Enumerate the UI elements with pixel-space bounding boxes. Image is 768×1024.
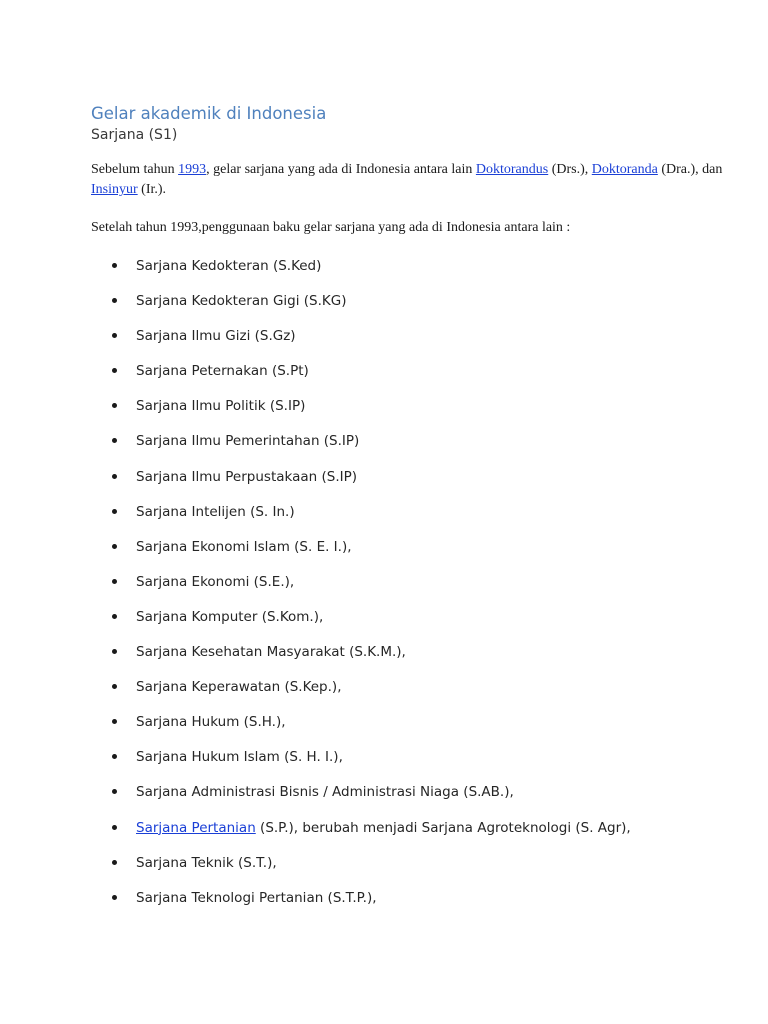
list-item: [91, 606, 711, 641]
bullet-icon: [112, 403, 117, 408]
list-item: [91, 395, 711, 430]
list-item: [91, 466, 711, 501]
list-item: [91, 676, 711, 711]
list-item: [91, 501, 711, 536]
degree-label: Sarjana Kedokteran (S.Ked): [136, 258, 322, 274]
degree-label: Sarjana Administrasi Bisnis / Administrasi Niaga (S.AB.),: [136, 784, 514, 801]
bullet-icon: [112, 860, 117, 865]
list-item: [91, 255, 711, 290]
list-item: [91, 290, 711, 325]
bullet-icon: [112, 438, 117, 443]
bullet-icon: [112, 895, 117, 900]
bullet-icon: [112, 684, 117, 689]
bullet-icon: [112, 614, 117, 619]
link-doktorandus[interactable]: Doktorandus: [475, 162, 549, 177]
link-sarjana-pertanian[interactable]: Sarjana Pertanian: [136, 819, 256, 836]
degree-label: Sarjana Ekonomi Islam (S. E. I.),: [136, 538, 352, 555]
bullet-icon: [112, 298, 117, 303]
list-item: [91, 711, 711, 746]
bullet-icon: [112, 789, 117, 794]
degree-label: Sarjana Ilmu Pemerintahan (S.IP): [136, 433, 360, 450]
list-item: [91, 430, 711, 465]
degree-label-rest: (S.P.), berubah menjadi Sarjana Agroteknologi (S. Agr),: [255, 819, 631, 836]
para1-text-e: (Ir.).: [137, 182, 167, 197]
degree-label: Sarjana Ilmu Gizi (S.Gz): [136, 328, 296, 345]
degree-label: Sarjana Keperawatan (S.Kep.),: [136, 679, 342, 696]
page-subtitle: Sarjana (S1): [91, 127, 178, 143]
bullet-icon: [112, 754, 117, 759]
link-insinyur[interactable]: Insinyur: [91, 182, 138, 197]
degree-label: Sarjana Intelijen (S. In.): [136, 503, 295, 520]
para1-text-a: Sebelum tahun: [91, 162, 179, 177]
list-item: [91, 325, 711, 360]
degree-label: Sarjana Komputer (S.Kom.),: [136, 608, 324, 625]
para1-text-d: (Dra.), dan: [657, 162, 723, 177]
bullet-icon: [112, 719, 117, 724]
bullet-icon: [112, 825, 117, 830]
list-item: [91, 781, 711, 816]
list-item: [91, 641, 711, 676]
bullet-icon: [112, 474, 117, 479]
bullet-icon: [112, 263, 117, 268]
degree-label: Sarjana Hukum Islam (S. H. I.),: [136, 749, 343, 766]
degree-label: Sarjana Ekonomi (S.E.),: [136, 573, 295, 590]
degree-label: Sarjana Teknologi Pertanian (S.T.P.),: [136, 889, 377, 906]
bullet-icon: [112, 579, 117, 584]
degree-label: Sarjana Ilmu Perpustakaan (S.IP): [136, 468, 357, 485]
list-item-pertanian: [91, 817, 711, 852]
list-item: [91, 887, 711, 922]
list-item: [91, 571, 711, 606]
intro-paragraph: [91, 160, 731, 200]
link-doktoranda[interactable]: Doktoranda: [591, 162, 658, 177]
bullet-icon: [112, 509, 117, 514]
list-item: [91, 746, 711, 781]
bullet-icon: [112, 333, 117, 338]
degree-label: Sarjana Teknik (S.T.),: [136, 854, 277, 871]
bullet-icon: [112, 368, 117, 373]
para1-text-c: (Drs.),: [548, 162, 592, 177]
degree-list: [91, 255, 711, 922]
degree-label: Sarjana Hukum (S.H.),: [136, 714, 286, 731]
degree-label: Sarjana Peternakan (S.Pt): [136, 363, 309, 380]
bullet-icon: [112, 544, 117, 549]
list-item: [91, 360, 711, 395]
link-1993[interactable]: 1993: [178, 162, 207, 177]
list-item: [91, 852, 711, 887]
list-item: [91, 536, 711, 571]
degree-label: Sarjana Kedokteran Gigi (S.KG): [136, 293, 347, 310]
page-title: Gelar akademik di Indonesia: [91, 104, 327, 123]
para1-text-b: , gelar sarjana yang ada di Indonesia antara lain: [206, 162, 476, 177]
degree-label: Sarjana Kesehatan Masyarakat (S.K.M.),: [136, 644, 406, 661]
bullet-icon: [112, 649, 117, 654]
after-1993-paragraph: Setelah tahun 1993,penggunaan baku gelar sarjana yang ada di Indonesia antara lain :: [91, 220, 571, 235]
degree-label: Sarjana Ilmu Politik (S.IP): [136, 398, 306, 415]
